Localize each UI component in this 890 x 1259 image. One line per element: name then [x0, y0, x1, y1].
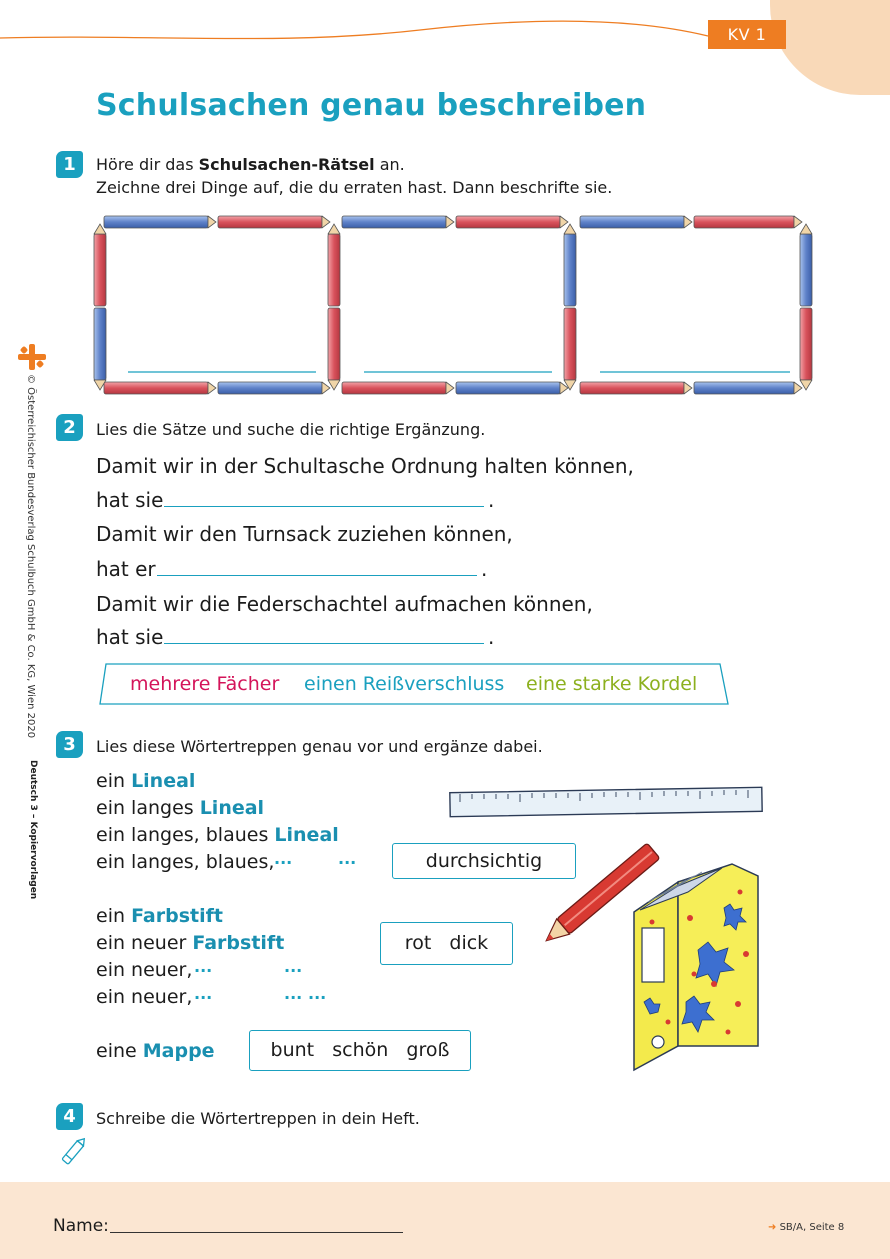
name-input-line[interactable]: [110, 1232, 403, 1233]
word-box-farbstift: rot dick: [380, 922, 513, 965]
corner-decoration: [770, 0, 890, 95]
task-2-instruction: Lies die Sätze und suche die richtige Ergänzung.: [96, 420, 486, 439]
stair-lineal-4: ein langes, blaues,: [96, 851, 275, 873]
word-box-lineal: durchsichtig: [392, 843, 576, 879]
dots-placeholder: ···: [194, 988, 213, 1007]
task-number-3: 3: [56, 731, 83, 758]
name-label: Name:: [53, 1216, 109, 1236]
word-box-mappe: bunt schön groß: [249, 1030, 471, 1071]
period-1: .: [488, 488, 495, 512]
dots-placeholder: ···: [338, 853, 357, 872]
book-title: Deutsch 3 – Kopiervorlagen: [28, 760, 38, 900]
publisher-logo-icon: [18, 344, 46, 370]
pencil-drawing-frame: [90, 208, 816, 400]
pencil-icon: [58, 1130, 90, 1172]
footer-band: [0, 1182, 890, 1259]
stair-farbstift-4: ein neuer,: [96, 986, 193, 1008]
sentence-1: Damit wir in der Schultasche Ordnung halten können,: [96, 454, 634, 478]
task-3-instruction: Lies diese Wörtertreppen genau vor und ergänze dabei.: [96, 737, 543, 756]
choice-reissverschluss: einen Reißverschluss: [304, 673, 505, 695]
dots-placeholder: ···: [284, 988, 303, 1007]
worksheet-badge: KV 1: [708, 20, 786, 49]
stair-lineal-3: ein langes, blaues Lineal: [96, 824, 339, 846]
arrow-right-icon: ➜: [768, 1222, 777, 1233]
stair-lineal-2: ein langes Lineal: [96, 797, 265, 819]
sentence-5: Damit wir die Federschachtel aufmachen können,: [96, 592, 593, 616]
dots-placeholder: ···: [308, 988, 327, 1007]
task-number-2: 2: [56, 414, 83, 441]
dots-placeholder: ···: [274, 853, 293, 872]
task-number-4: 4: [56, 1103, 83, 1130]
sentence-4-start: hat er: [96, 557, 156, 581]
answer-blank-2[interactable]: [157, 574, 477, 576]
stair-farbstift-3: ein neuer,: [96, 959, 193, 981]
page-title: Schulsachen genau beschreiben: [96, 88, 647, 123]
choice-faecher: mehrere Fächer: [130, 673, 280, 695]
sentence-2-start: hat sie: [96, 488, 164, 512]
dots-placeholder: ···: [194, 961, 213, 980]
stair-mappe: eine Mappe: [96, 1040, 215, 1062]
stair-farbstift-1: ein Farbstift: [96, 905, 223, 927]
task-1-instruction: Höre dir das Schulsachen-Rätsel an. Zeichne drei Dinge auf, die du erraten hast. Dann beschrifte sie.: [96, 155, 613, 197]
sentence-3: Damit wir den Turnsack zuziehen können,: [96, 522, 513, 546]
answer-blank-1[interactable]: [164, 505, 484, 507]
stair-farbstift-2: ein neuer Farbstift: [96, 932, 285, 954]
period-2: .: [481, 557, 488, 581]
ruler-illustration: [448, 786, 764, 820]
copyright-note: © Österreichischer Bundesverlag Schulbuch GmbH & Co. KG, Wien 2020: [25, 374, 36, 739]
answer-blank-3[interactable]: [164, 642, 484, 644]
period-3: .: [488, 625, 495, 649]
stair-lineal-1: ein Lineal: [96, 770, 196, 792]
task-number-1: 1: [56, 151, 83, 178]
sentence-6-start: hat sie: [96, 625, 164, 649]
choice-kordel: eine starke Kordel: [526, 673, 698, 695]
dots-placeholder: ···: [284, 961, 303, 980]
binder-illustration: [628, 862, 766, 1072]
page-reference: ➜ SB/A, Seite 8: [768, 1222, 845, 1233]
task-4-instruction: Schreibe die Wörtertreppen in dein Heft.: [96, 1109, 420, 1128]
